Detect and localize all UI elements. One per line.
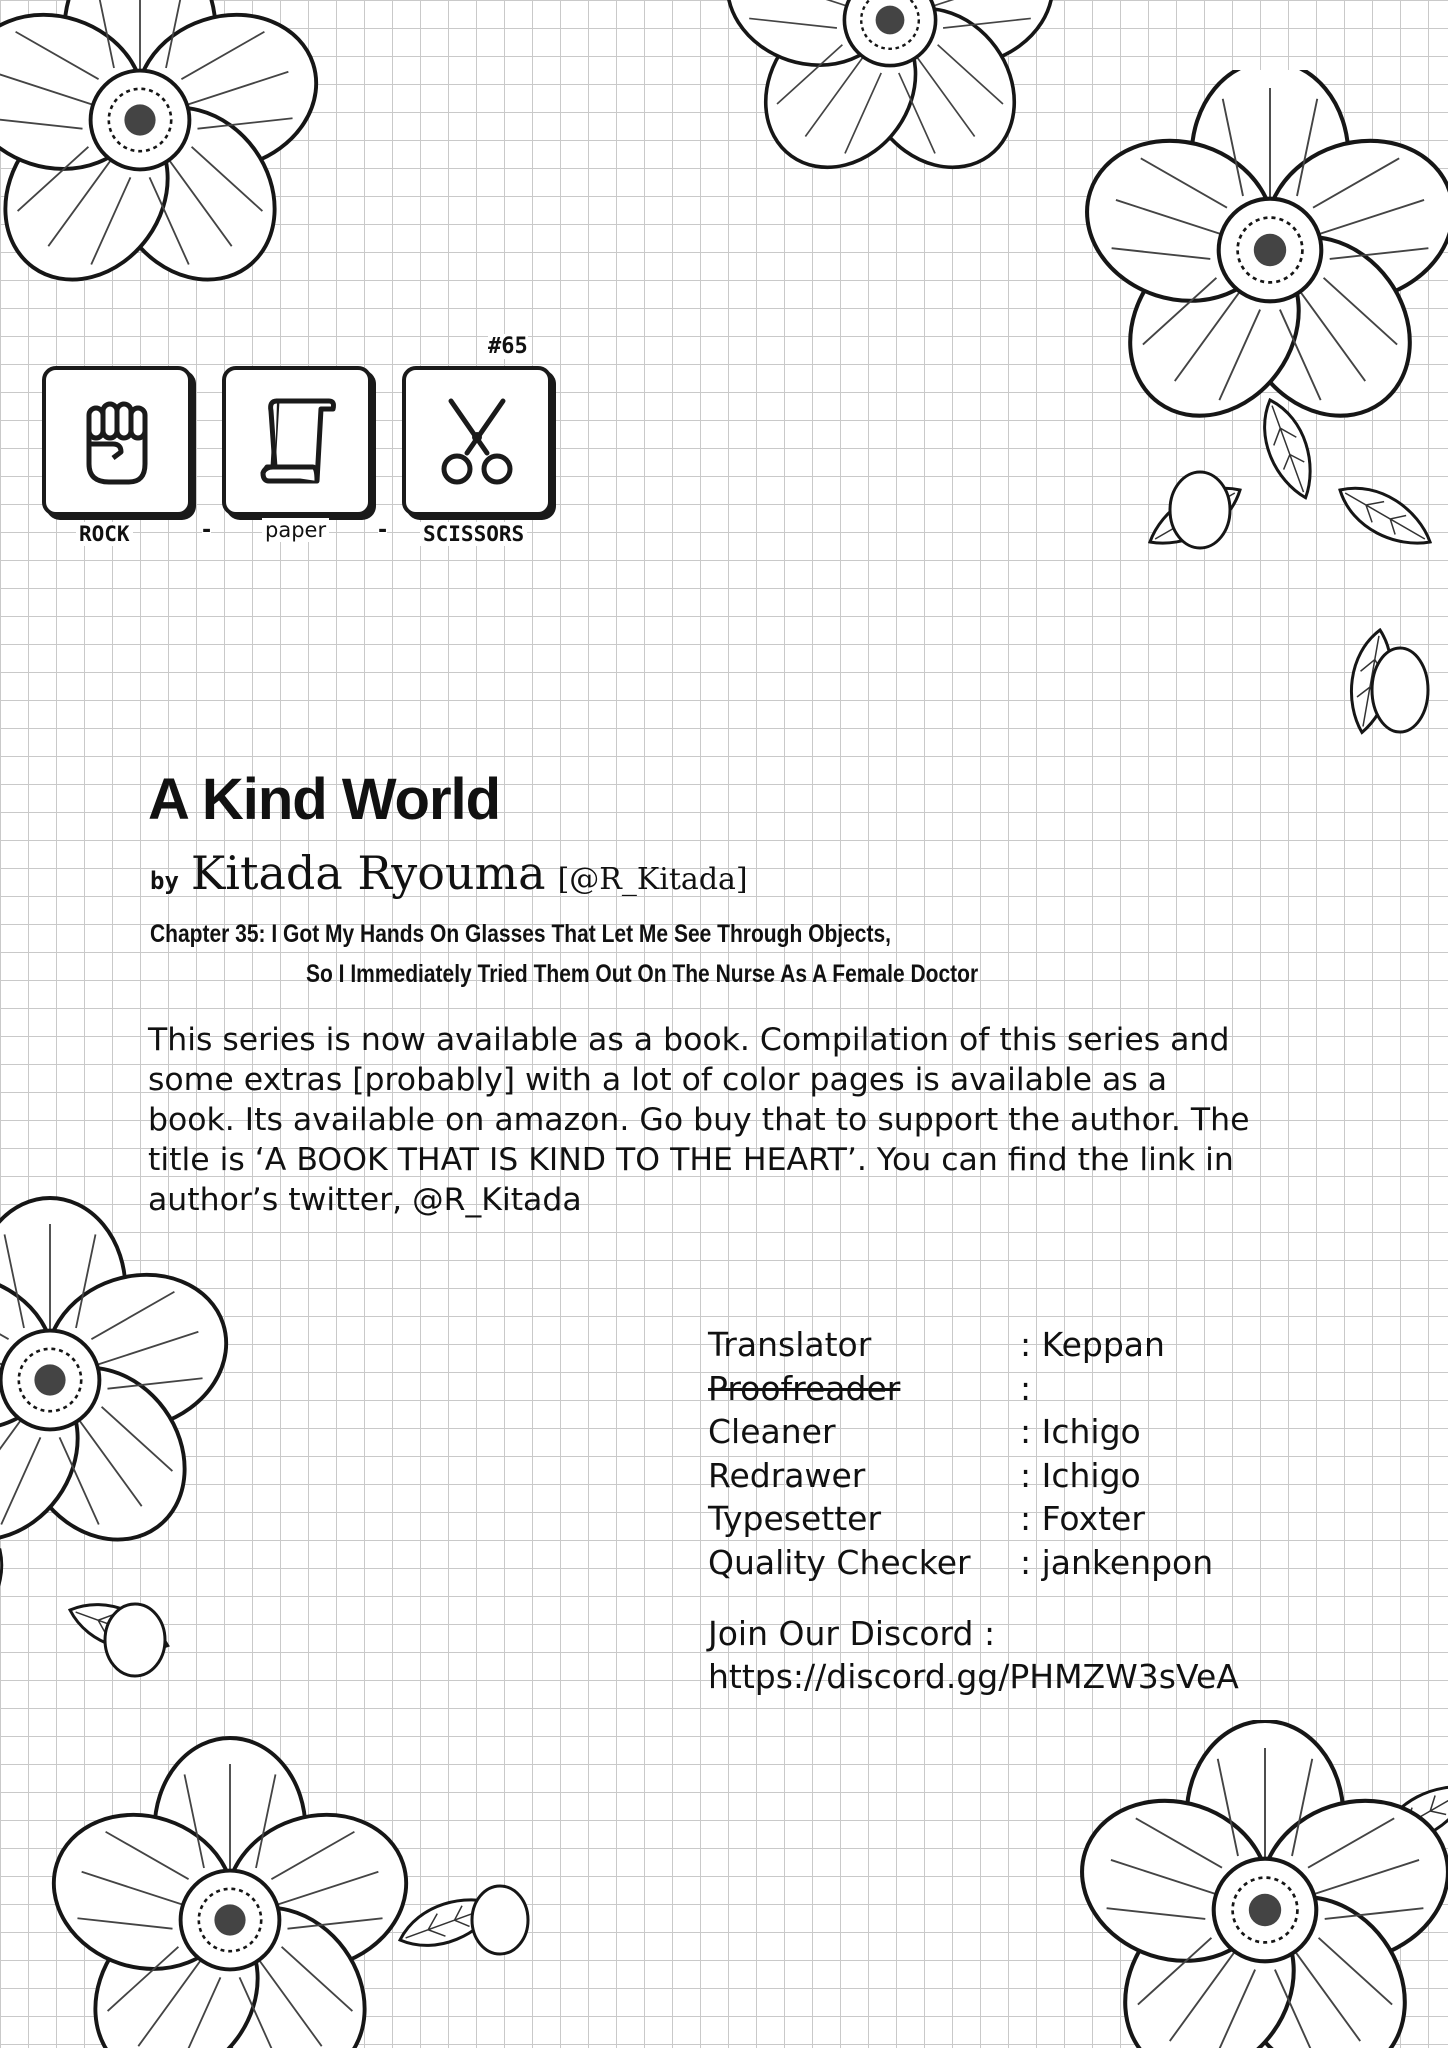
credit-name: : Ichigo — [1020, 1412, 1141, 1451]
credit-role: Redrawer — [708, 1455, 866, 1495]
rock-box — [42, 366, 192, 516]
credit-row — [708, 1454, 1213, 1498]
discord-block — [708, 1612, 1239, 1698]
credit-name: : — [1020, 1368, 1032, 1408]
author-handle: [@R_Kitada] — [557, 862, 748, 897]
scissors-icon — [433, 393, 521, 489]
credit-row — [708, 1541, 1213, 1585]
credit-name: : Keppan — [1020, 1325, 1165, 1364]
credit-role: Quality Checker — [708, 1542, 971, 1582]
byline-by: by — [150, 867, 179, 895]
flower-illustration-left — [0, 1190, 260, 1770]
discord-link[interactable]: https://discord.gg/PHMZW3sVeA — [708, 1657, 1239, 1696]
flower-illustration-top-center — [690, 0, 1090, 170]
scroll-icon — [255, 393, 339, 489]
credit-row — [708, 1410, 1213, 1454]
credit-name: : Ichigo — [1020, 1455, 1141, 1495]
credit-role: Translator — [708, 1325, 872, 1364]
flower-illustration-top-right — [1080, 70, 1448, 790]
chapter-title-line-1: Chapter 35: I Got My Hands On Glasses That Let Me See Through Objects, — [150, 920, 891, 948]
credit-role: Cleaner — [708, 1412, 836, 1451]
logo-separator: - — [378, 518, 388, 543]
flower-illustration-top-left — [0, 0, 320, 320]
rock-label: ROCK — [76, 522, 133, 546]
author-name: Kitada Ryouma — [190, 846, 546, 900]
byline — [150, 846, 748, 900]
chapter-title-line-2: So I Immediately Tried Them Out On The Nurse As A Female Doctor — [306, 960, 979, 988]
series-description: This series is now available as a book. Compilation of this series and some extras [probably] with a lot of color pages is available as a book. Its available on amazon. Go buy that to support the author. The title is ‘A BOOK THAT IS KIND TO THE HEART’. You can find the link in author’s twitter, @R_Kitada — [148, 1022, 1250, 1218]
issue-number: #65 — [488, 334, 528, 359]
logo-separator: - — [202, 518, 212, 543]
discord-label: Join Our Discord : — [708, 1614, 996, 1653]
paper-label: paper — [262, 518, 329, 542]
series-title: A Kind World — [148, 767, 501, 832]
credit-row — [708, 1497, 1213, 1541]
credit-name: : jankenpon — [1020, 1542, 1214, 1582]
flower-illustration-bottom-left — [20, 1720, 540, 2048]
paper-box — [222, 366, 372, 516]
credit-role: Proofreader — [708, 1368, 901, 1408]
credit-name: : Foxter — [1020, 1499, 1145, 1538]
fist-icon — [77, 396, 157, 486]
credit-row — [708, 1323, 1213, 1367]
credit-role: Typesetter — [708, 1499, 882, 1538]
flower-illustration-bottom-right — [1050, 1720, 1448, 2048]
credits-list — [708, 1323, 1213, 1584]
credit-row — [708, 1367, 1213, 1411]
scissors-label: SCISSORS — [420, 522, 527, 546]
scissors-box — [402, 366, 552, 516]
